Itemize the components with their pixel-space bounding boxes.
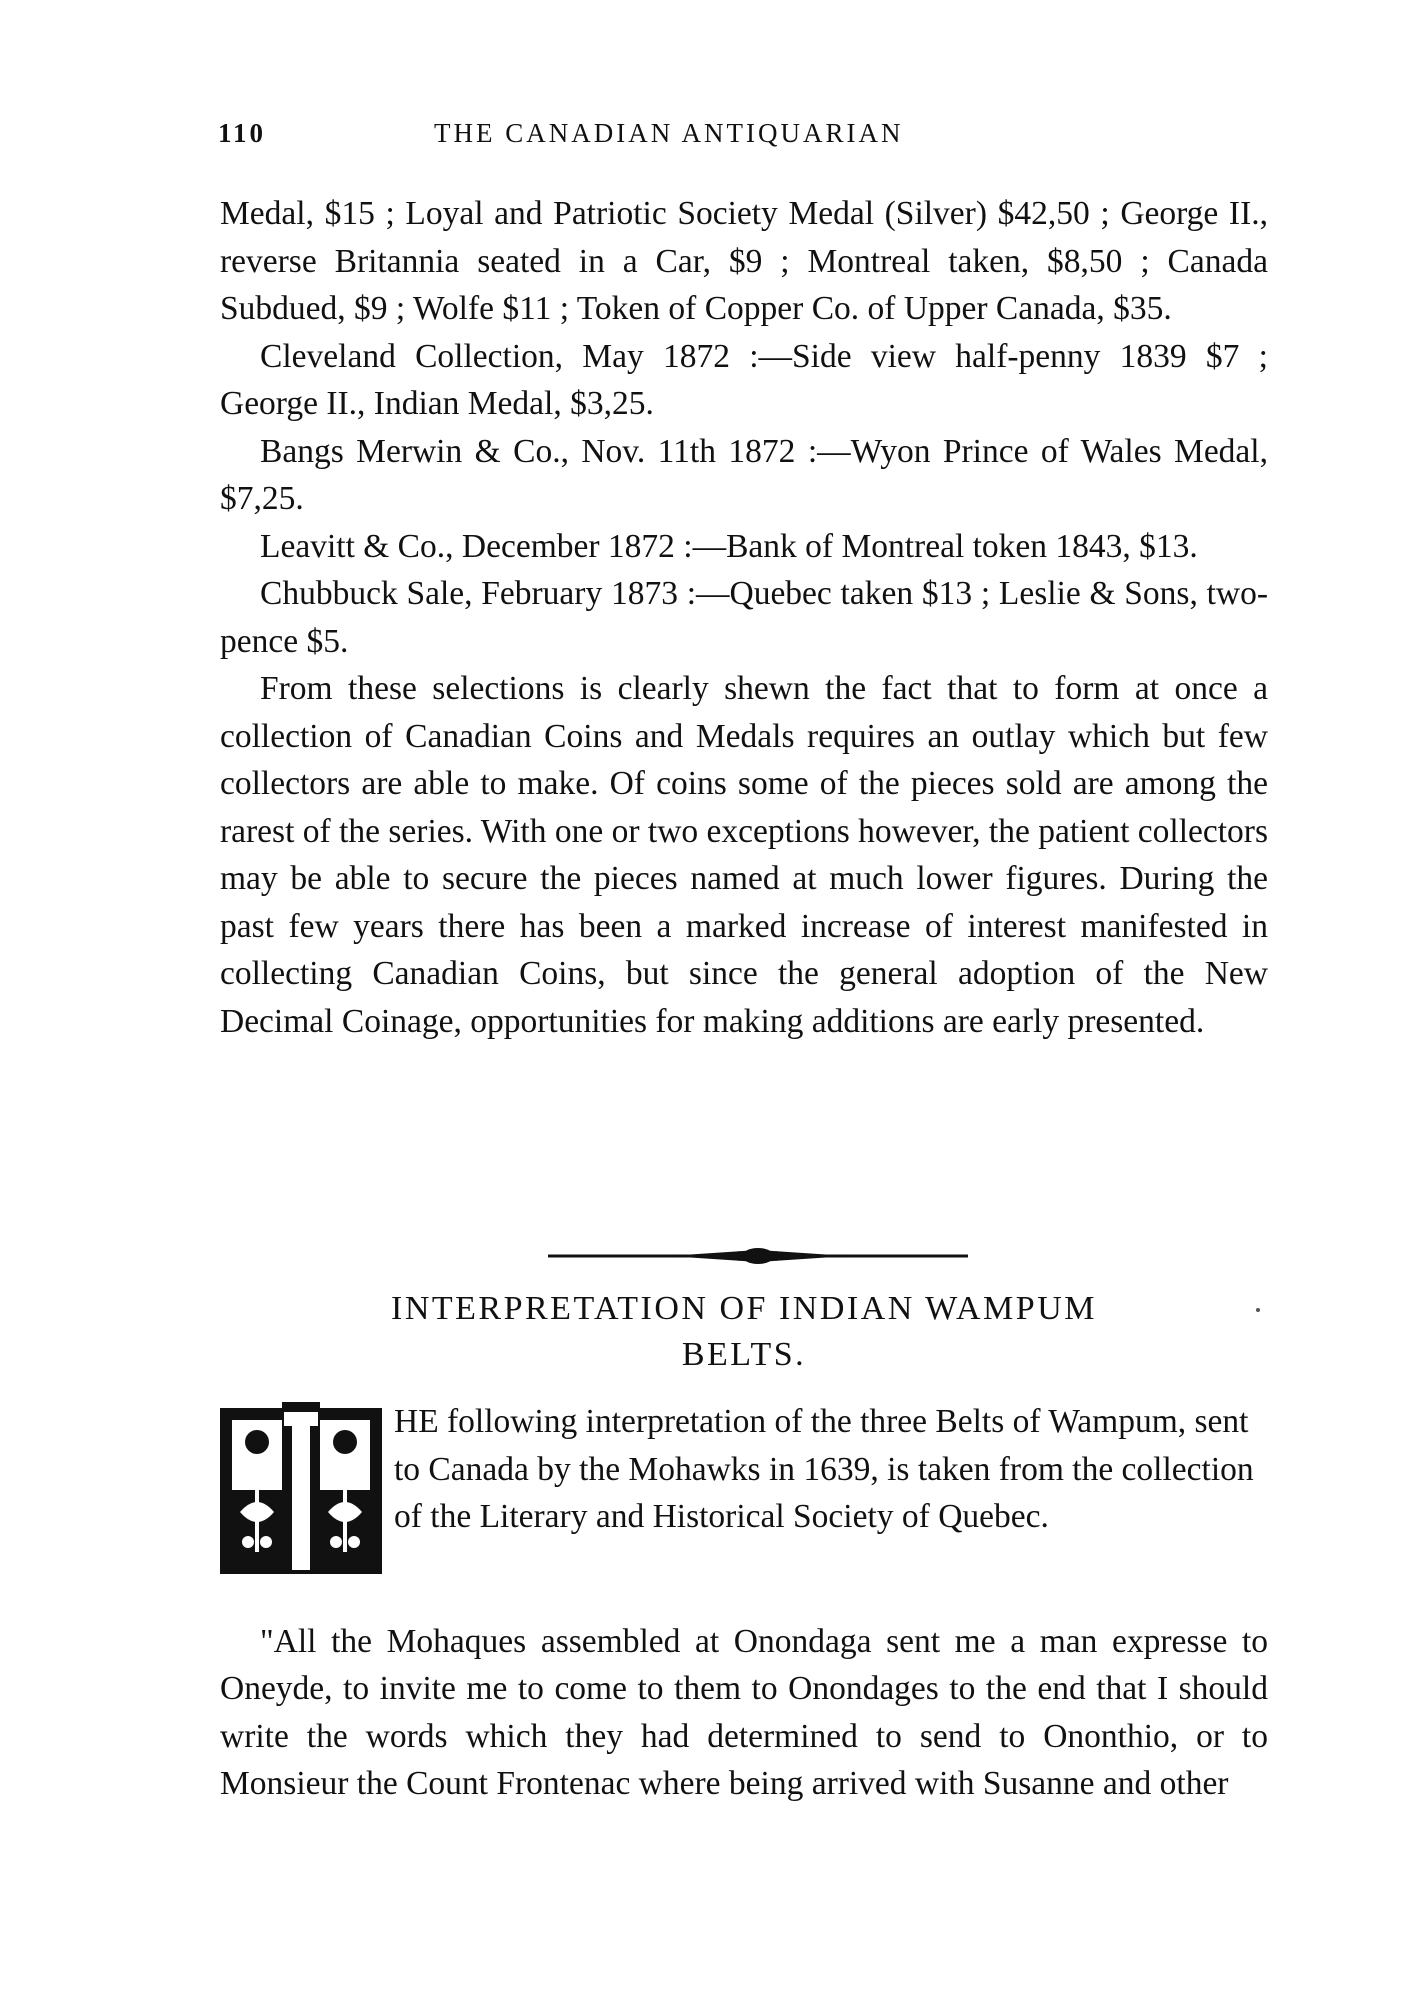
- sale-paragraph: Bangs Merwin & Co., Nov. 11th 1872 :—Wyon Prince of Wales Medal, $7,25.: [220, 432, 1268, 517]
- page-number: 110: [218, 118, 267, 148]
- section-title: [220, 1286, 1268, 1378]
- dropcap-t-ornament: [220, 1402, 382, 1574]
- running-title: THE CANADIAN ANTIQUARIAN: [434, 118, 904, 148]
- quoted-paragraph: "All the Mohaques assembled at Onondaga sent me a man expresse to Oneyde, to invite me to come to them to Onondages to the end that I should write the words which they had determined to send to Ononthio, or to Monsieur the Count Frontenac where being arrived with Susanne and other: [220, 1622, 1268, 1802]
- sale-paragraph: Chubbuck Sale, February 1873 :—Quebec taken $13 ; Leslie & Sons, two-pence $5.: [220, 575, 1268, 660]
- page-header: [218, 118, 1258, 158]
- section-title-line-1: INTERPRETATION OF INDIAN WAMPUM: [391, 1290, 1097, 1327]
- sale-paragraph: Medal, $15 ; Loyal and Patriotic Society Medal (Silver) $42,50 ; George II., reverse Britannia seated in a Car, $9 ; Montreal taken, $8,50 ; Canada Subdued, $9 ; Wolfe $11 ; Token of Copper Co. of Upper Canada, $35.: [220, 195, 1268, 327]
- intro-paragraph: [220, 1398, 1268, 1574]
- sale-paragraph: Leavitt & Co., December 1872 :—Bank of Montreal token 1843, $13.: [260, 527, 1198, 565]
- section-divider-ornament: [548, 1244, 968, 1268]
- section-title-line-2: BELTS.: [681, 1336, 807, 1373]
- sale-paragraph: Cleveland Collection, May 1872 :—Side view half-penny 1839 $7 ; George II., Indian Medal, $3,25.: [220, 337, 1268, 422]
- summary-paragraph: From these selections is clearly shewn the fact that to form at once a collection of Canadian Coins and Medals requires an outlay which but few collectors are able to make. Of coins some of the pieces sold are among the rarest of the series. With one or two exceptions however, the patient collectors may be able to secure the pieces named at much lower figures. During the past few years there has been a marked increase of interest manifested in collecting Canadian Coins, but since the general adoption of the New Decimal Coinage, opportunities for making additions are early presented.: [220, 670, 1268, 1040]
- intro-text: HE following interpretation of the three Belts of Wampum, sent to Canada by the Mohawks in 1639, is taken from the collection of the Literary and Historical Society of Quebec.: [394, 1403, 1254, 1535]
- sales-list: [220, 190, 1268, 1045]
